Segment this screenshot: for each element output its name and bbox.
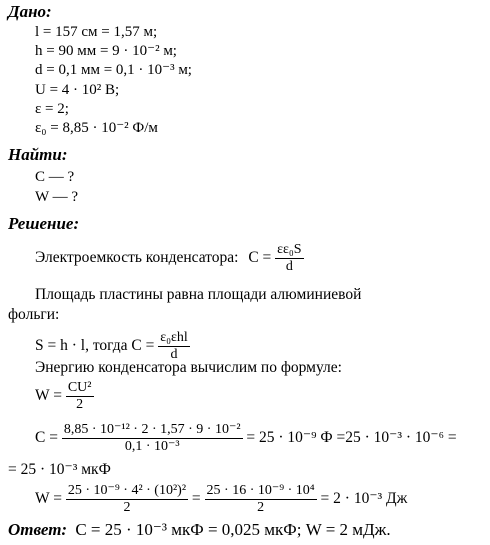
find-capacitance: C — ?	[35, 169, 75, 185]
fraction-denominator: 2	[123, 500, 131, 515]
energy-calc-fraction-2	[205, 483, 317, 516]
energy-fraction	[66, 380, 94, 413]
area-text-line1: Площадь пластины равна площади алюминиевой	[35, 286, 362, 303]
calc-rhs: = 25 · 10⁻⁹ Ф =25 · 10⁻³ · 10⁻⁶ =	[246, 429, 457, 447]
formula-lhs: C =	[248, 249, 272, 267]
fraction-numerator: CU²	[67, 380, 92, 395]
fraction-denominator: 0,1 · 10⁻³	[124, 439, 180, 454]
solution-heading: Решение:	[8, 214, 80, 233]
capacitance-calc-fraction	[62, 422, 243, 455]
fraction-denominator: d	[170, 347, 178, 362]
given-vacuum-permittivity: ε₀ = 8,85 · 10⁻² Ф/м	[35, 120, 158, 136]
fraction-numerator: εε₀S	[277, 242, 302, 257]
fraction-denominator: d	[285, 259, 293, 274]
capacitance-text: Электроемкость конденсатора:	[35, 249, 239, 267]
calc-lhs: W =	[35, 490, 62, 508]
energy-formula-line	[35, 380, 94, 413]
given-voltage: U = 4 · 10² В;	[35, 82, 120, 98]
answer-heading: Ответ:	[8, 520, 68, 539]
fraction-numerator: 8,85 · 10⁻¹² · 2 · 1,57 · 9 · 10⁻²	[63, 422, 241, 437]
calc-rhs: = 2 · 10⁻³ Дж	[320, 490, 408, 508]
find-energy: W — ?	[35, 189, 79, 205]
energy-calc-line	[35, 483, 407, 516]
given-permittivity: ε = 2;	[35, 101, 69, 117]
energy-text: Энергию конденсатора вычислим по формуле:	[35, 359, 342, 376]
given-heading: Дано:	[8, 2, 52, 21]
find-heading: Найти:	[8, 145, 68, 164]
given-height: h = 90 мм = 9 · 10⁻² м;	[35, 43, 177, 59]
given-length: l = 157 см = 1,57 м;	[35, 24, 158, 40]
energy-formula-lhs: W =	[35, 387, 62, 405]
calc-lhs: C =	[35, 429, 58, 447]
capacitance-calc-line	[35, 422, 457, 455]
answer-line	[8, 520, 391, 540]
capacitance-result: = 25 · 10⁻³ мкФ	[8, 461, 111, 478]
fraction-numerator: 25 · 16 · 10⁻⁹ · 10⁴	[206, 483, 315, 498]
fraction-denominator: 2	[76, 397, 84, 412]
answer-text: C = 25 · 10⁻³ мкФ = 0,025 мкФ; W = 2 мДж.	[75, 520, 391, 539]
area-formula-lhs: S = h · l, тогда C =	[35, 337, 155, 355]
calc-equals: =	[191, 490, 201, 508]
area-text-line2: фольги:	[8, 306, 60, 323]
energy-calc-fraction-1	[66, 483, 188, 516]
fraction-numerator: ε₀εhl	[160, 330, 188, 345]
given-thickness: d = 0,1 мм = 0,1 · 10⁻³ м;	[35, 62, 192, 78]
capacitance-formula-line	[35, 242, 304, 275]
capacitance-fraction	[275, 242, 303, 275]
fraction-denominator: 2	[257, 500, 265, 515]
fraction-numerator: 25 · 10⁻⁹ · 4² · (10²)²	[67, 483, 187, 498]
